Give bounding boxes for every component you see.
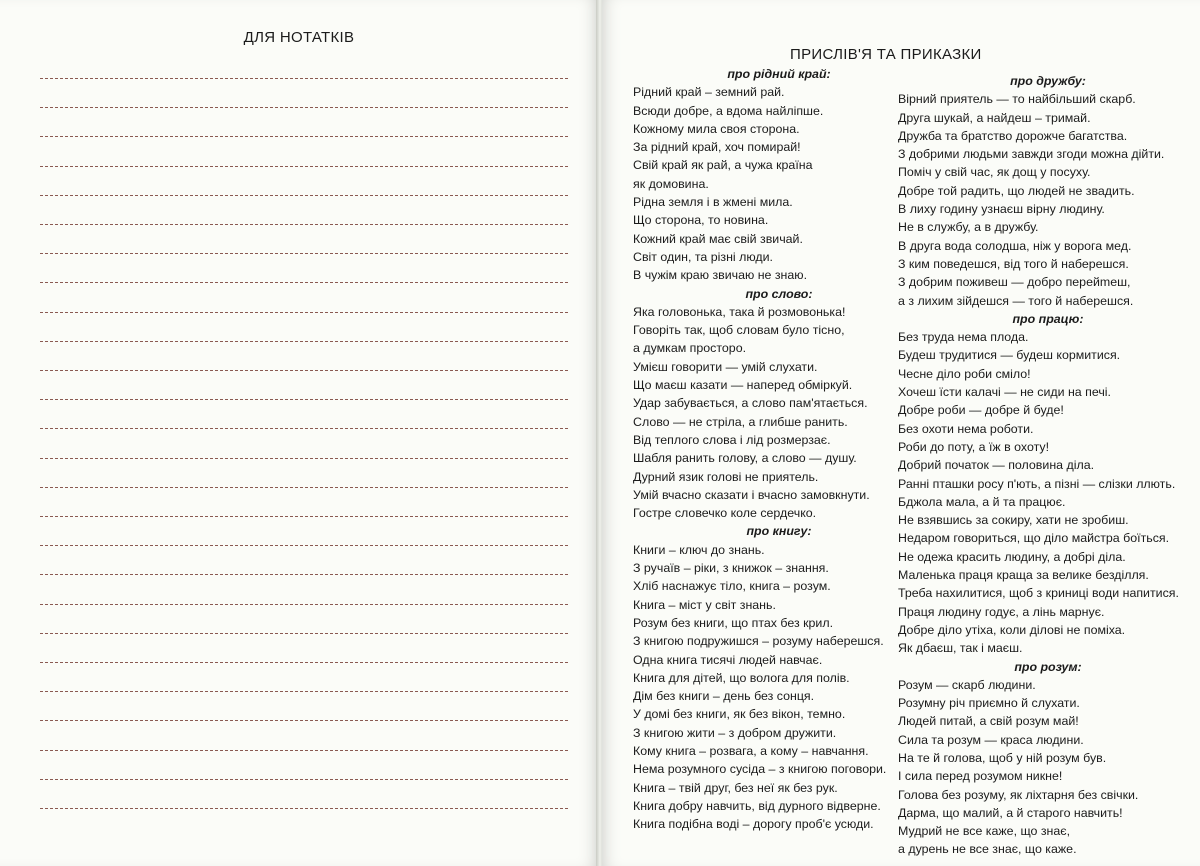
- saying-line: Праця людину годує, а лінь марнує.: [898, 604, 1105, 619]
- saying-line: З ким поведешся, від того й наберешся.: [898, 256, 1129, 271]
- saying-line: Говоріть так, щоб словам було тісно,: [633, 323, 845, 338]
- saying-line: Рідна земля і в жмені мила.: [633, 195, 793, 210]
- saying-line: В друга вода солодша, ніж у ворога мед.: [898, 238, 1132, 253]
- saying-line: Кожний край має свій звичай.: [633, 231, 803, 246]
- saying-line: Вірний приятель — то найбільший скарб.: [898, 92, 1136, 107]
- note-line: [40, 195, 568, 196]
- saying-line: Недаром говориться, що діло майстра боїться.: [898, 531, 1170, 546]
- sayings-title: ПРИСЛІВ'Я ТА ПРИКАЗКИ: [790, 46, 982, 63]
- saying-line: Розум — скарб людини.: [898, 677, 1036, 692]
- notes-title: ДЛЯ НОТАТКІВ: [243, 29, 355, 46]
- saying-line: Умій вчасно сказати і вчасно замовкнути.: [633, 487, 870, 502]
- sayings-column-1: [633, 65, 895, 833]
- section-heading: про розум:: [1014, 659, 1082, 674]
- note-line: [40, 224, 568, 225]
- saying-line: В чужім краю звичаю не знаю.: [633, 268, 808, 283]
- section-heading: про дружбу:: [1010, 74, 1086, 88]
- sayings-column-2: [898, 72, 1179, 859]
- saying-line: Книга подібна воді – дорогу проб'є усюди.: [633, 817, 874, 832]
- note-line: [40, 282, 568, 283]
- note-line: [40, 341, 568, 342]
- saying-line: Одна книга тисячі людей навчає.: [633, 652, 823, 667]
- saying-line: З книгою жити – з добром дружити.: [633, 725, 837, 740]
- saying-line: Розумну річ приємно й слухати.: [898, 696, 1080, 711]
- saying-line: З добрим поживеш — добро перейmеш,: [898, 275, 1131, 290]
- note-line: [40, 458, 568, 459]
- saying-line: В лиху годину узнаєш вірну людину.: [898, 202, 1105, 217]
- note-line: [40, 487, 568, 488]
- section-heading: про слово:: [745, 286, 813, 301]
- saying-line: Від теплого слова і лід розмерзає.: [633, 432, 831, 447]
- saying-line: Друга шукай, а найдеш – тримай.: [898, 110, 1091, 125]
- saying-line: За рідний край, хоч помирай!: [633, 140, 801, 155]
- saying-line: І сила перед розумом никне!: [898, 769, 1063, 784]
- saying-line: Бджола мала, а й та працює.: [898, 494, 1066, 509]
- section-heading: про працю:: [1012, 311, 1084, 326]
- note-line: [40, 136, 568, 137]
- saying-line: Яка головонька, така й розмовонька!: [633, 304, 846, 319]
- note-line: [40, 633, 568, 634]
- saying-line: З ручаїв – ріки, з книжок – знання.: [633, 561, 829, 576]
- note-line: [40, 662, 568, 663]
- note-line: [40, 516, 568, 517]
- saying-line: Книга – твій друг, без неї як без рук.: [633, 780, 838, 795]
- saying-line: Свій край як рай, а чужа країна: [633, 158, 813, 173]
- note-line: [40, 691, 568, 692]
- saying-line: Хліб наснажує тіло, книга – розум.: [633, 579, 831, 594]
- section-heading: про рідний край:: [727, 67, 831, 81]
- note-line: [40, 370, 568, 371]
- note-line: [40, 808, 568, 809]
- section-heading: про книгу:: [746, 524, 812, 539]
- note-line: [40, 253, 568, 254]
- saying-line: Гостре словечко коле сердечко.: [633, 506, 817, 521]
- note-line: [40, 750, 568, 751]
- saying-line: Добре той радить, що людей не звадить.: [898, 183, 1135, 198]
- saying-line: а з лихим зійдешся — того й наберешся.: [898, 293, 1134, 308]
- saying-line: Розум без книги, що птах без крил.: [633, 615, 834, 630]
- saying-line: Роби до поту, а їж в охоту!: [898, 439, 1050, 454]
- saying-line: Книги – ключ до знань.: [633, 542, 765, 557]
- saying-line: Шабля ранить голову, а слово — душу.: [633, 451, 857, 466]
- note-line: [40, 720, 568, 721]
- saying-line: Дарма, що малий, а й старого навчить!: [898, 805, 1123, 820]
- note-line: [40, 399, 568, 400]
- saying-line: Чесне діло роби сміло!: [898, 366, 1031, 381]
- saying-line: Умієш говорити — умій слухати.: [633, 359, 818, 374]
- saying-line: Світ один, та різні люди.: [633, 249, 773, 264]
- saying-line: Слово — не стріла, а глибше ранить.: [633, 414, 848, 429]
- saying-line: Дім без книги – день без сонця.: [633, 689, 815, 704]
- saying-line: Що сторона, то новина.: [633, 213, 769, 228]
- note-line: [40, 312, 568, 313]
- saying-line: Кому книга – розвага, а кому – навчання.: [633, 743, 869, 758]
- saying-line: Нема розумного сусіда – з книгою поговори.: [633, 762, 887, 777]
- saying-line: а дурень не все знає, що каже.: [898, 842, 1077, 857]
- saying-line: На те й голова, щоб у ній розум був.: [898, 750, 1107, 765]
- saying-line: Не взявшись за сокиру, хати не зробиш.: [898, 513, 1129, 528]
- left-page: [0, 0, 598, 866]
- saying-line: а думкам просторо.: [633, 341, 747, 356]
- saying-line: З книгою подружишся – розуму наберешся.: [633, 634, 884, 649]
- note-line: [40, 78, 568, 79]
- saying-line: Не одежа красить людину, а добрі діла.: [898, 549, 1126, 564]
- saying-line: Дурний язик голові не приятель.: [633, 469, 819, 484]
- saying-line: Ранні пташки росу п'ють, а пізні — слізки ллють.: [898, 476, 1176, 491]
- saying-line: Добре роби — добре й буде!: [898, 403, 1064, 418]
- saying-line: Голова без розуму, як ліхтарня без свічки.: [898, 787, 1139, 802]
- saying-line: Удар забувається, а слово пам'ятається.: [633, 396, 868, 411]
- saying-line: Без охоти нема роботи.: [898, 421, 1034, 436]
- saying-line: Поміч у свій час, як дощ у посуху.: [898, 165, 1091, 180]
- saying-line: Як дбаєш, так і маєш.: [898, 641, 1023, 656]
- saying-line: Кожному мила своя сторона.: [633, 121, 800, 136]
- saying-line: Рідний край – земний рай.: [633, 85, 785, 100]
- saying-line: Книга – міст у світ знань.: [633, 597, 776, 612]
- note-line: [40, 107, 568, 108]
- note-line: [40, 574, 568, 575]
- saying-line: Людей питай, а свій розум май!: [898, 714, 1079, 729]
- note-line: [40, 604, 568, 605]
- note-line: [40, 428, 568, 429]
- saying-line: Маленька праця краща за велике безділля.: [898, 568, 1149, 583]
- saying-line: як домовина.: [633, 176, 709, 191]
- saying-line: Будеш трудитися — будеш кормитися.: [898, 348, 1121, 363]
- saying-line: Сила та розум — краса людини.: [898, 732, 1084, 747]
- saying-line: Добрий початок — половина діла.: [898, 458, 1095, 473]
- saying-line: Книга для дітей, що волога для полів.: [633, 670, 850, 685]
- saying-line: Що маєш казати — наперед обміркуй.: [633, 378, 853, 393]
- saying-line: Треба нахилитися, щоб з криниці води напитися.: [898, 586, 1179, 601]
- note-line: [40, 166, 568, 167]
- saying-line: Дружба та братство дорожче багатства.: [898, 128, 1128, 143]
- note-line: [40, 779, 568, 780]
- saying-line: Книга добру навчить, від дурного відверне.: [633, 798, 881, 813]
- note-line: [40, 545, 568, 546]
- saying-line: Добре діло утіха, коли ділові не поміха.: [898, 622, 1126, 637]
- saying-line: Мудрий не все каже, що знає,: [898, 824, 1071, 839]
- saying-line: Не в службу, а в дружбу.: [898, 220, 1039, 235]
- saying-line: Без труда нема плода.: [898, 330, 1029, 345]
- saying-line: З добрими людьми завжди згоди можна дійти.: [898, 147, 1165, 162]
- saying-line: Хочеш їсти калачі — не сиди на печі.: [898, 385, 1111, 400]
- saying-line: У домі без книги, як без вікон, темно.: [633, 707, 846, 722]
- saying-line: Всюди добре, а вдома найліпше.: [633, 103, 824, 118]
